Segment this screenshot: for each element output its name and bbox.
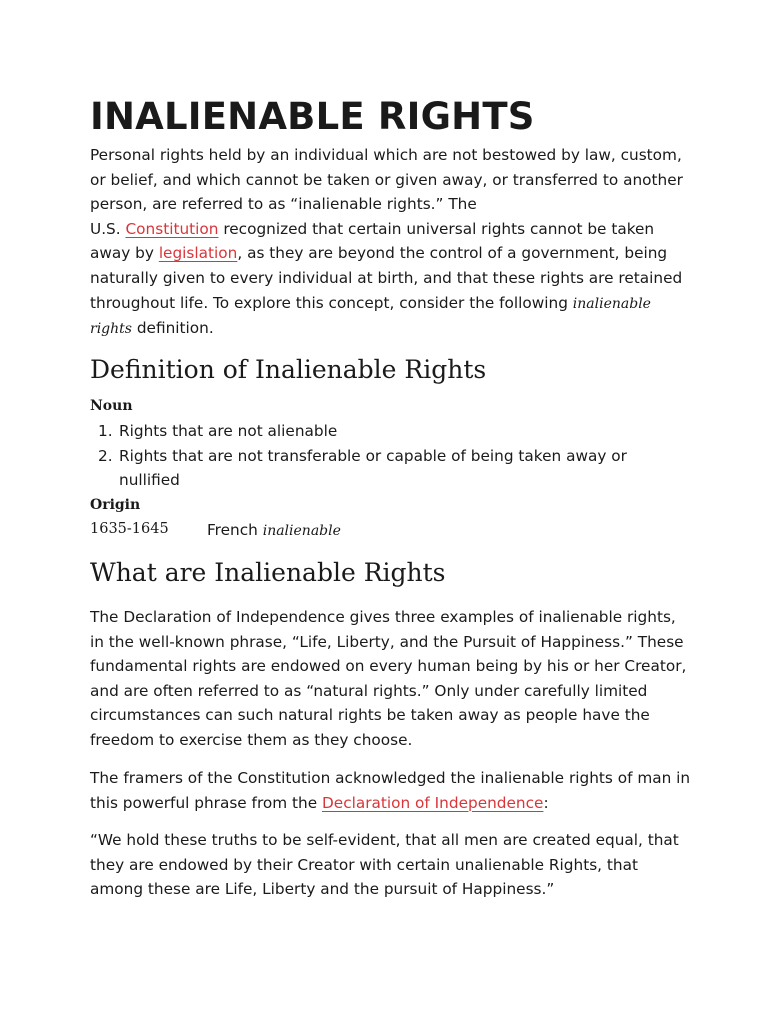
what-line: circumstances can such natural rights be taken away as people have the <box>90 706 650 725</box>
what-paragraph-1 <box>90 605 690 753</box>
definition-item-text: Rights that are not transferable or capable of being taken away or <box>119 446 627 465</box>
what-paragraph-2 <box>90 766 690 815</box>
what-line: The Declaration of Independence gives three examples of inalienable rights, <box>90 608 676 626</box>
legislation-link[interactable]: legislation <box>158 244 238 263</box>
quote-line: among these are Life, Liberty and the pursuit of Happiness.” <box>90 880 555 899</box>
definition-item-text: nullified <box>119 471 180 490</box>
origin-language-name: French <box>207 521 263 539</box>
intro-text: U.S. <box>90 219 126 238</box>
definition-list <box>90 419 627 493</box>
origin-years: 1635-1645 <box>90 521 169 537</box>
quote-line: they are endowed by their Creator with certain unalienable Rights, that <box>90 855 638 874</box>
constitution-link[interactable]: Constitution <box>125 219 219 238</box>
intro-line <box>90 316 690 342</box>
origin-row <box>90 521 341 539</box>
quote-line: “We hold these truths to be self-evident, that all men are created equal, that <box>90 831 679 849</box>
intro-italic-term: inalienable <box>572 295 651 312</box>
definition-item <box>90 444 627 493</box>
quote-paragraph <box>90 828 690 902</box>
intro-line <box>90 291 690 317</box>
what-line: in the well-known phrase, “Life, Liberty, and the Pursuit of Happiness.” These <box>90 632 684 651</box>
origin-language <box>207 521 341 539</box>
definition-item-text: Rights that are not alienable <box>119 422 338 440</box>
definition-item-number: 1. <box>98 422 113 440</box>
intro-line <box>90 217 690 242</box>
what-line: The framers of the Constitution acknowledged the inalienable rights of man in <box>90 769 691 787</box>
intro-line: or belief, and which cannot be taken or given away, or transferred to another <box>90 170 683 189</box>
origin-label: Origin <box>90 497 141 513</box>
what-line: fundamental rights are endowed on every human being by his or her Creator, <box>90 657 687 676</box>
what-heading: What are Inalienable Rights <box>90 558 446 587</box>
intro-italic-term: rights <box>90 321 132 338</box>
intro-text: throughout life. To explore this concept, consider the following <box>90 293 573 312</box>
origin-italic-term: inalienable <box>262 523 341 539</box>
what-line: and are often referred to as “natural rights.” Only under carefully limited <box>90 681 648 700</box>
intro-line: Personal rights held by an individual which are not bestowed by law, custom, <box>90 146 682 164</box>
declaration-link[interactable]: Declaration of Independence <box>322 793 544 812</box>
intro-text: , as they are beyond the control of a government, being <box>237 244 668 263</box>
intro-line <box>90 241 690 266</box>
what-line <box>90 791 690 816</box>
what-line: freedom to exercise them as they choose. <box>90 730 413 749</box>
intro-text: definition. <box>131 319 214 338</box>
page-title: INALIENABLE RIGHTS <box>90 95 535 138</box>
noun-label: Noun <box>90 398 133 414</box>
definition-heading: Definition of Inalienable Rights <box>90 355 487 384</box>
definition-item-number: 2. <box>98 446 113 465</box>
intro-text: recognized that certain universal rights cannot be taken <box>218 219 655 238</box>
definition-item <box>90 419 627 444</box>
what-text: : <box>543 793 549 812</box>
intro-line: naturally given to every individual at birth, and that these rights are retained <box>90 268 683 287</box>
what-text: this powerful phrase from the <box>90 793 322 812</box>
intro-text: away by <box>90 244 159 263</box>
intro-paragraph <box>90 143 690 342</box>
intro-line: person, are referred to as “inalienable rights.” The <box>90 195 477 214</box>
